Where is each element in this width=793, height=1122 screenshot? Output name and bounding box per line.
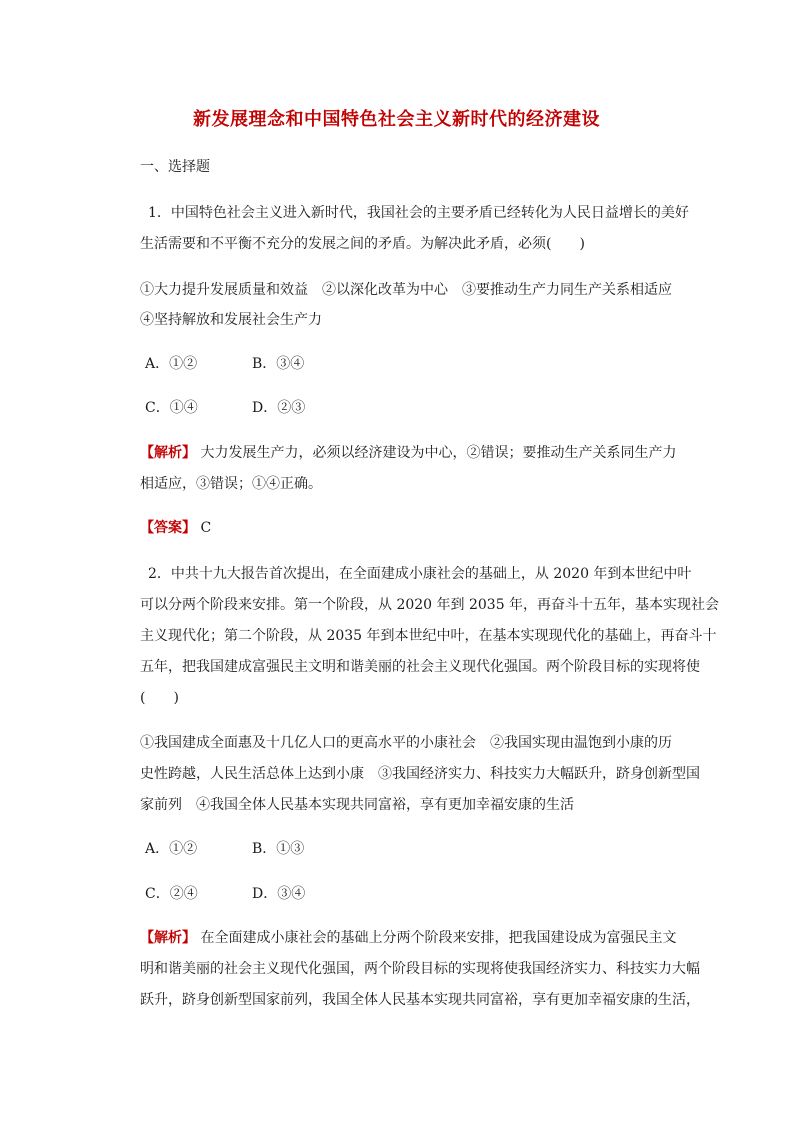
q2-analysis-text: 在全面建成小康社会的基础上分两个阶段来安排，把我国建设成为富强民主文 xyxy=(200,930,677,946)
q2-option-b: B．①③ xyxy=(252,841,305,857)
q1-option-d: D．②③ xyxy=(252,400,306,416)
q1-item-line: ①大力提升发展质量和效益 ②以深化改革为中心 ③要推动生产力同生产关系相适应 xyxy=(140,282,672,298)
q2-option-a: A．①② xyxy=(145,841,198,857)
q1-answer-line xyxy=(140,518,211,538)
q2-analysis-line: 跃升，跻身创新型国家前列，我国全体人民基本实现共同富裕，享有更加幸福安康的生活， xyxy=(140,992,700,1008)
q2-stem-line: ( ) xyxy=(140,690,179,706)
q1-analysis-text: 大力发展生产力，必须以经济建设为中心，②错误；要推动生产关系同生产力 xyxy=(200,445,677,461)
q2-stem-line: 五年，把我国建成富强民主文明和谐美丽的社会主义现代化强国。两个阶段目标的实现将使 xyxy=(140,659,700,675)
q2-option-c: C．②④ xyxy=(145,886,198,902)
q2-option-d: D．③④ xyxy=(252,886,306,902)
q1-analysis-line xyxy=(140,443,676,463)
q1-stem-line: 生活需要和不平衡不充分的发展之间的矛盾。为解决此矛盾，必须( ) xyxy=(140,236,585,252)
q2-item-line: ①我国建成全面惠及十几亿人口的更高水平的小康社会 ②我国实现由温饱到小康的历 xyxy=(140,735,672,751)
answer-tag: 【答案】 xyxy=(140,520,196,536)
q1-option-b: B．③④ xyxy=(252,356,305,372)
q2-stem-line: 可以分两个阶段来安排。第一个阶段，从 2020 年到 2035 年，再奋斗十五年，基本实现社会 xyxy=(140,597,720,613)
analysis-tag: 【解析】 xyxy=(140,445,196,461)
q1-option-c: C．①④ xyxy=(145,400,198,416)
q2-item-line: 史性跨越，人民生活总体上达到小康 ③我国经济实力、科技实力大幅跃升，跻身创新型国 xyxy=(140,766,700,782)
q2-item-line: 家前列 ④我国全体人民基本实现共同富裕，享有更加幸福安康的生活 xyxy=(140,797,574,813)
q2-analysis-line xyxy=(140,928,676,948)
section-heading: 一、选择题 xyxy=(140,159,210,175)
q2-stem-line: 2．中共十九大报告首次提出，在全面建成小康社会的基础上，从 2020 年到本世纪中叶 xyxy=(148,566,692,582)
q1-option-a: A．①② xyxy=(145,356,198,372)
analysis-tag: 【解析】 xyxy=(140,930,196,946)
q2-analysis-line: 明和谐美丽的社会主义现代化强国，两个阶段目标的实现将使我国经济实力、科技实力大幅 xyxy=(140,961,700,977)
q2-stem-line: 主义现代化；第二个阶段，从 2035 年到本世纪中叶，在基本实现现代化的基础上，再奋斗十 xyxy=(140,628,717,644)
q1-answer-value: C xyxy=(200,520,212,536)
q1-item-line: ④坚持解放和发展社会生产力 xyxy=(140,312,322,328)
q1-stem-line: 1．中国特色社会主义进入新时代，我国社会的主要矛盾已经转化为人民日益增长的美好 xyxy=(148,205,689,221)
q1-analysis-line: 相适应，③错误；①④正确。 xyxy=(140,476,322,492)
document-title: 新发展理念和中国特色社会主义新时代的经济建设 xyxy=(193,109,600,130)
